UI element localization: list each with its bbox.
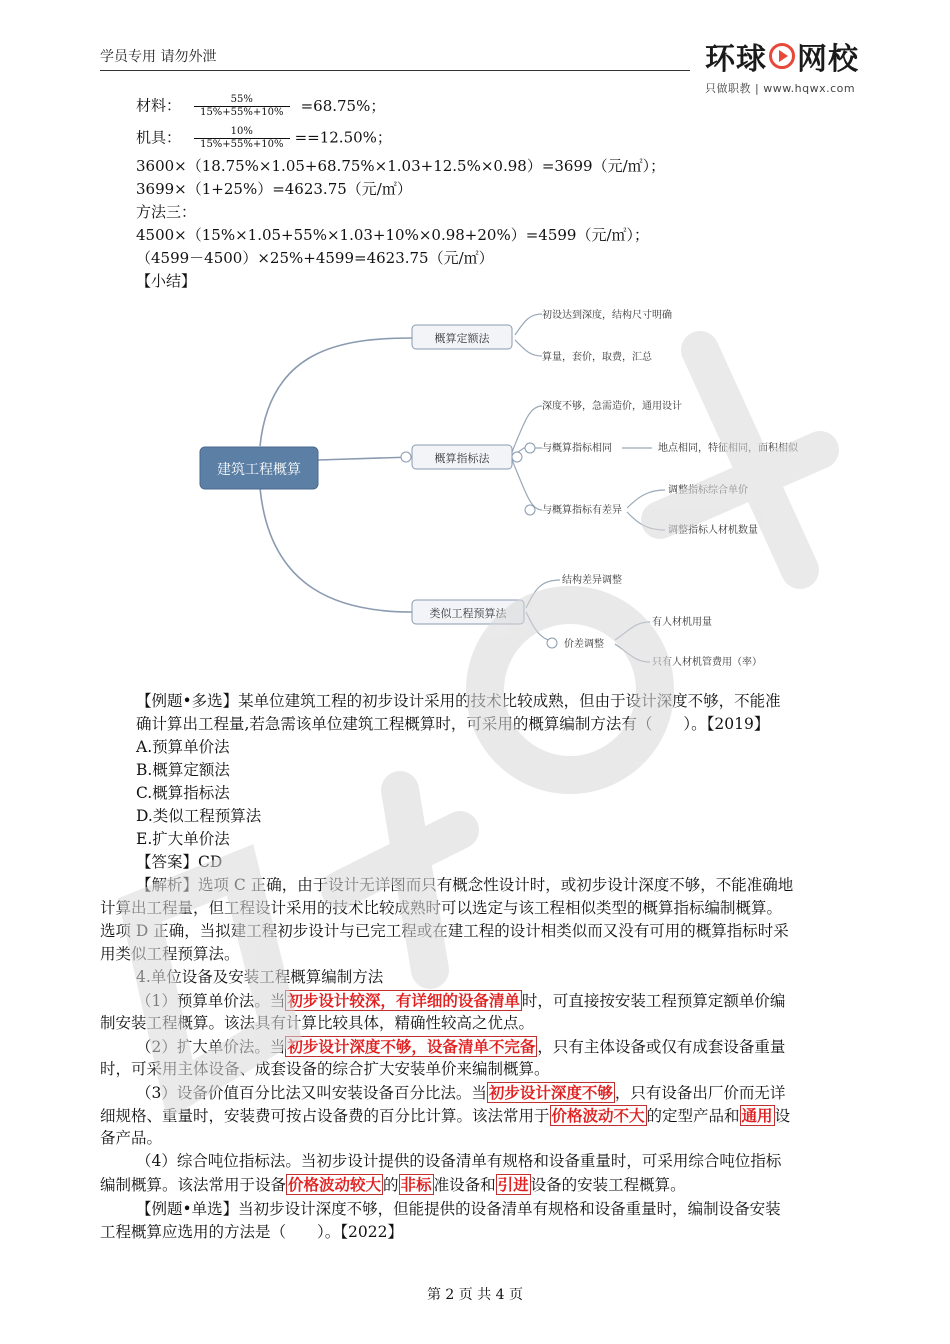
section4-p3-line1 [136,1081,785,1105]
materials-line [136,94,385,119]
materials-fraction [194,94,290,119]
branch-label-b2: 概算指标法 [434,452,490,465]
branch-label-b1: 概算定额法 [434,332,490,345]
example1-analysis-line4: 用类似工程预算法。 [100,945,240,963]
highlight-imported: 引进 [497,1175,529,1194]
example1-question-line1: 【例题•多选】某单位建筑工程的初步设计采用的技术比较成熟，但由于设计深度不够，不能准 [136,692,781,710]
leaf-b2-l3-a: 调整指标综合单价 [668,485,748,496]
example2-question-line2: 工程概算应选用的方法是（ ）。【2022】 [100,1223,403,1241]
method3-heading: 方法三： [136,203,197,221]
materials-result: =68.75%； [300,96,386,115]
section4-p3-line2 [100,1104,790,1128]
fraction-denominator: 15%+55%+10% [200,139,284,150]
highlight-volatile-price: 价格波动较大 [288,1175,382,1194]
fraction-denominator: 15%+55%+10% [200,107,284,118]
connector-b1-l2 [515,340,542,356]
example1-option-a: A.预算单价法 [136,738,230,756]
brand-logo [705,34,875,96]
branch-label-b3: 类似工程预算法 [429,607,507,620]
text-segment: （1）预算单价法。当 [136,992,286,1010]
highlight-shallow-design: 初步设计较深，有详细的设备清单 [287,991,520,1010]
machine-result: ==12.50%； [294,128,392,147]
collapse-circle-icon [401,452,411,462]
section4-p1-line2: 制安装工程概算。该法具有计算比较具体，精确性较高之优点。 [100,1014,535,1032]
text-segment: 细规格、重量时，安装费可按占设备费的百分比计算。该法常用于 [100,1107,550,1125]
leaf-b3-l2: 价差调整 [564,639,604,650]
leaf-b1-l2: 算量，套价，取费，汇总 [542,352,652,363]
page-number: 第 2 页 共 4 页 [426,1287,524,1303]
collapse-circle-icon [547,638,557,648]
leaf-b2-l2: 与概算指标相同 [542,443,612,454]
example1-option-c: C.概算指标法 [136,784,230,802]
text-segment: 设备的安装工程概算。 [530,1176,686,1194]
leaf-b2-l3-b: 调整指标人材机数量 [668,525,758,536]
calc-line-4: 3699×（1+25%）=4623.75（元/㎡） [136,180,412,198]
section4-title: 4.单位设备及安装工程概算编制方法 [136,968,384,986]
logo-tagline: 只做职教 | www.hqwx.com [705,82,856,95]
calc-line-3: 3600×（18.75%×1.05+68.75%×1.03+12.5%×0.98）=3699（元/㎡）； [136,157,666,175]
collapse-circle-icon [512,452,522,462]
fraction-numerator: 10% [194,126,290,139]
connector-b2 [318,457,412,460]
machine-line [136,126,392,151]
connector-b3 [260,488,412,612]
leaf-b3-l2-b: 只有人材机管费用（率） [652,657,762,668]
highlight-stable-price: 价格波动不大 [551,1106,645,1125]
machine-label: 机具： [136,128,182,147]
mindmap-root-label: 建筑工程概算 [217,462,301,478]
header-confidential-note: 学员专用 请勿外泄 [100,49,217,65]
text-segment: ，只有设备出厂价而无详 [614,1084,786,1102]
connector-b3-l1 [526,580,560,608]
leaf-b2-l3: 与概算指标有差异 [542,505,622,516]
text-segment: 设 [774,1107,791,1125]
connector-b2-l3-a [627,490,665,508]
connector-b3-l2-a [615,622,650,640]
highlight-nonstandard: 非标 [400,1175,432,1194]
connector-b1 [260,338,412,446]
summary-heading: 【小结】 [136,272,197,290]
example1-analysis-line3: 选项 D 正确，当拟建工程初步设计与已完工程或在建工程的设计相类似而又没有可用的概算指标时采 [100,922,789,940]
section4-p4-line2 [100,1173,686,1197]
example1-option-e: E.扩大单价法 [136,830,230,848]
fraction-numerator: 55% [194,94,290,107]
highlight-general: 通用 [741,1106,773,1125]
logo-wordmark: 环球 网校 [705,42,859,77]
text-segment: ，只有主体设备或仅有成套设备重量 [537,1038,786,1056]
example1-option-d: D.类似工程预算法 [136,807,262,825]
connector-b2-l3-b [627,512,665,530]
highlight-insufficient-depth: 初步设计深度不够，设备清单不完备 [287,1037,536,1056]
connector-b1-l1 [515,314,542,335]
text-segment: 的定型产品和 [646,1107,740,1125]
leaf-b2-l2-detail: 地点相同，特征相同，面积相似 [658,443,798,454]
leaf-b3-l2-a: 有人材机用量 [652,617,712,628]
text-segment: （2）扩大单价法。当 [136,1038,286,1056]
collapse-circle-icon [525,443,535,453]
highlight-design-depth: 初步设计深度不够 [488,1083,613,1102]
section4-p4-line1: （4）综合吨位指标法。当初步设计提供的设备清单有规格和设备重量时，可采用综合吨位指标 [136,1152,782,1170]
example1-question-line2: 确计算出工程量,若急需该单位建筑工程概算时，可采用的概算编制方法有（ ）。【2019】 [136,715,770,733]
calc-line-6: 4500×（15%×1.05+55%×1.03+10%×0.98+20%）=4599（元/㎡）； [136,226,650,244]
play-circle-icon [769,43,795,69]
leaf-b1-l1: 初设达到深度，结构尺寸明确 [542,310,672,321]
example1-analysis-line2: 计算出工程量，但工程设计采用的技术比较成熟时可以选定与该工程相似类型的概算指标编制概算。 [100,899,783,917]
example2-question-line1: 【例题•单选】当初步设计深度不够，但能提供的设备清单有规格和设备重量时，编制设备安装 [136,1200,781,1218]
header-divider [100,70,690,71]
leaf-b2-l1: 深度不够，急需造价，通用设计 [542,401,682,412]
example1-option-b: B.概算定额法 [136,761,230,779]
collapse-circle-icon [525,505,535,515]
example1-answer: 【答案】CD [136,853,223,871]
leaf-b3-l1: 结构差异调整 [562,575,622,586]
materials-label: 材料： [136,96,182,115]
section4-p1-line1 [136,989,785,1013]
connector-b3-l2 [526,612,556,642]
machine-fraction [194,126,290,151]
summary-mindmap [190,290,810,680]
connector-b2-l3 [512,460,542,510]
text-segment: （3）设备价值百分比法又叫安装设备百分比法。当 [136,1084,487,1102]
text-segment: 的 [383,1176,399,1194]
text-segment: 准设备和 [433,1176,496,1194]
section4-p3-line3: 备产品。 [100,1129,163,1147]
text-segment: 时，可直接按安装工程预算定额单价编 [521,992,786,1010]
calc-line-7: （4599－4500）×25%+4599=4623.75（元/㎡） [136,249,494,267]
section4-p2-line2: 时，可采用主体设备、成套设备的综合扩大安装单价来编制概算。 [100,1060,550,1078]
text-segment: 编制概算。该法常用于设备 [100,1176,287,1194]
example1-analysis-line1: 【解析】选项 C 正确，由于设计无详图而只有概念性设计时，或初步设计深度不够，不能准确地 [136,876,794,894]
section4-p2-line1 [136,1035,785,1059]
connector-b3-l2-b [615,644,650,662]
